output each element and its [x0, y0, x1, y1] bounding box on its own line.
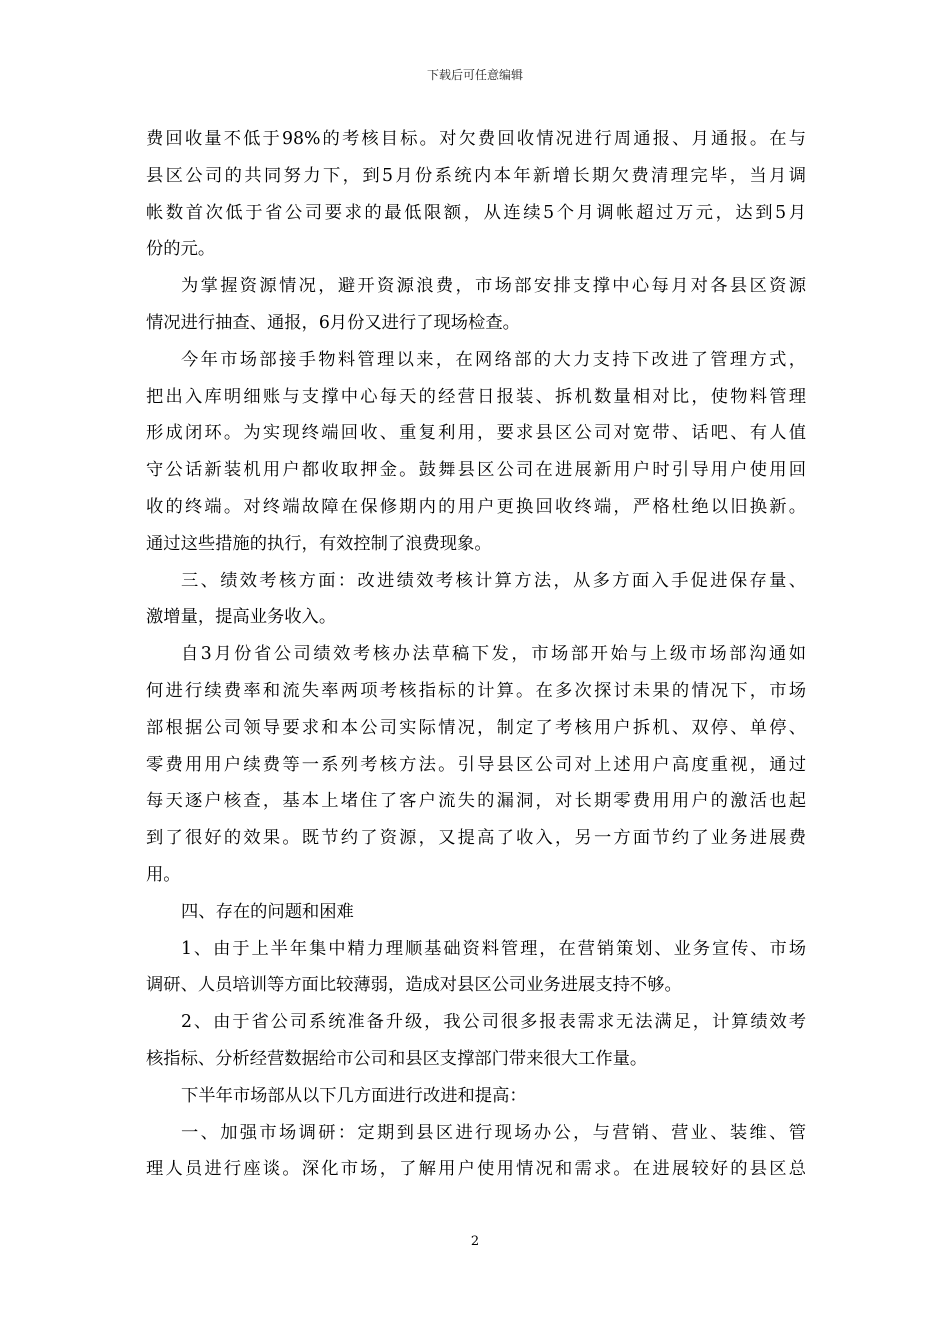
text-line: 到了很好的效果。既节约了资源，又提高了收入，另一方面节约了业务进展费	[146, 828, 806, 849]
text-line: 三、绩效考核方面：改进绩效考核计算方法，从多方面入手促进保存量、	[181, 570, 806, 591]
text-line: 零费用用户续费等一系列考核方法。引导县区公司对上述用户高度重视，通过	[146, 754, 806, 775]
page-number: 2	[470, 1234, 480, 1249]
text-line: 县区公司的共同努力下，到5月份系统内本年新增长期欠费清理完毕，当月调	[146, 165, 806, 186]
text-line: 形成闭环。为实现终端回收、重复利用，要求县区公司对宽带、话吧、有人值	[146, 423, 806, 444]
text-line: 2、由于省公司系统准备升级，我公司很多报表需求无法满足，计算绩效考	[181, 1012, 806, 1033]
text-line: 调研、人员培训等方面比较薄弱，造成对县区公司业务进展支持不够。	[146, 975, 682, 996]
text-line: 情况进行抽查、通报，6月份又进行了现场检查。	[146, 312, 520, 333]
text-line: 收的终端。对终端故障在保修期内的用户更换回收终端，严格杜绝以旧换新。	[146, 496, 806, 517]
text-line: 下半年市场部从以下几方面进行改进和提高：	[181, 1085, 527, 1106]
text-line: 为掌握资源情况，避开资源浪费，市场部安排支撑中心每月对各县区资源	[181, 276, 806, 297]
text-line: 何进行续费率和流失率两项考核指标的计算。在多次探讨未果的情况下，市场	[146, 680, 806, 701]
text-line: 今年市场部接手物料管理以来，在网络部的大力支持下改进了管理方式，	[181, 349, 806, 370]
document-body	[146, 121, 806, 1188]
text-line: 把出入库明细账与支撑中心每天的经营日报装、拆机数量相对比，使物料管理	[146, 386, 806, 407]
text-line: 帐数首次低于省公司要求的最低限额，从连续5个月调帐超过万元，达到5月	[146, 202, 806, 223]
text-line: 1、由于上半年集中精力理顺基础资料管理，在营销策划、业务宣传、市场	[181, 938, 806, 959]
text-line: 激增量，提高业务收入。	[146, 607, 337, 628]
text-line: 核指标、分析经营数据给市公司和县区支撑部门带来很大工作量。	[146, 1048, 648, 1069]
text-line: 用。	[146, 864, 181, 885]
text-line: 通过这些措施的执行，有效控制了浪费现象。	[146, 533, 492, 554]
text-line: 一、加强市场调研：定期到县区进行现场办公，与营销、营业、装维、管	[181, 1122, 806, 1143]
text-line: 理人员进行座谈。深化市场，了解用户使用情况和需求。在进展较好的县区总	[146, 1159, 806, 1180]
text-line: 费回收量不低于98%的考核目标。对欠费回收情况进行周通报、月通报。在与	[146, 129, 806, 149]
page-header: 下载后可任意编辑	[426, 68, 523, 82]
text-line: 自3月份省公司绩效考核办法草稿下发，市场部开始与上级市场部沟通如	[181, 644, 806, 665]
text-line: 份的元。	[146, 239, 216, 260]
text-line: 每天逐户核查，基本上堵住了客户流失的漏洞，对长期零费用用户的激活也起	[146, 791, 806, 812]
text-line: 四、存在的问题和困难	[181, 901, 354, 922]
text-line: 守公话新装机用户都收取押金。鼓舞县区公司在进展新用户时引导用户使用回	[146, 460, 806, 481]
text-line: 部根据公司领导要求和本公司实际情况，制定了考核用户拆机、双停、单停、	[146, 717, 806, 738]
